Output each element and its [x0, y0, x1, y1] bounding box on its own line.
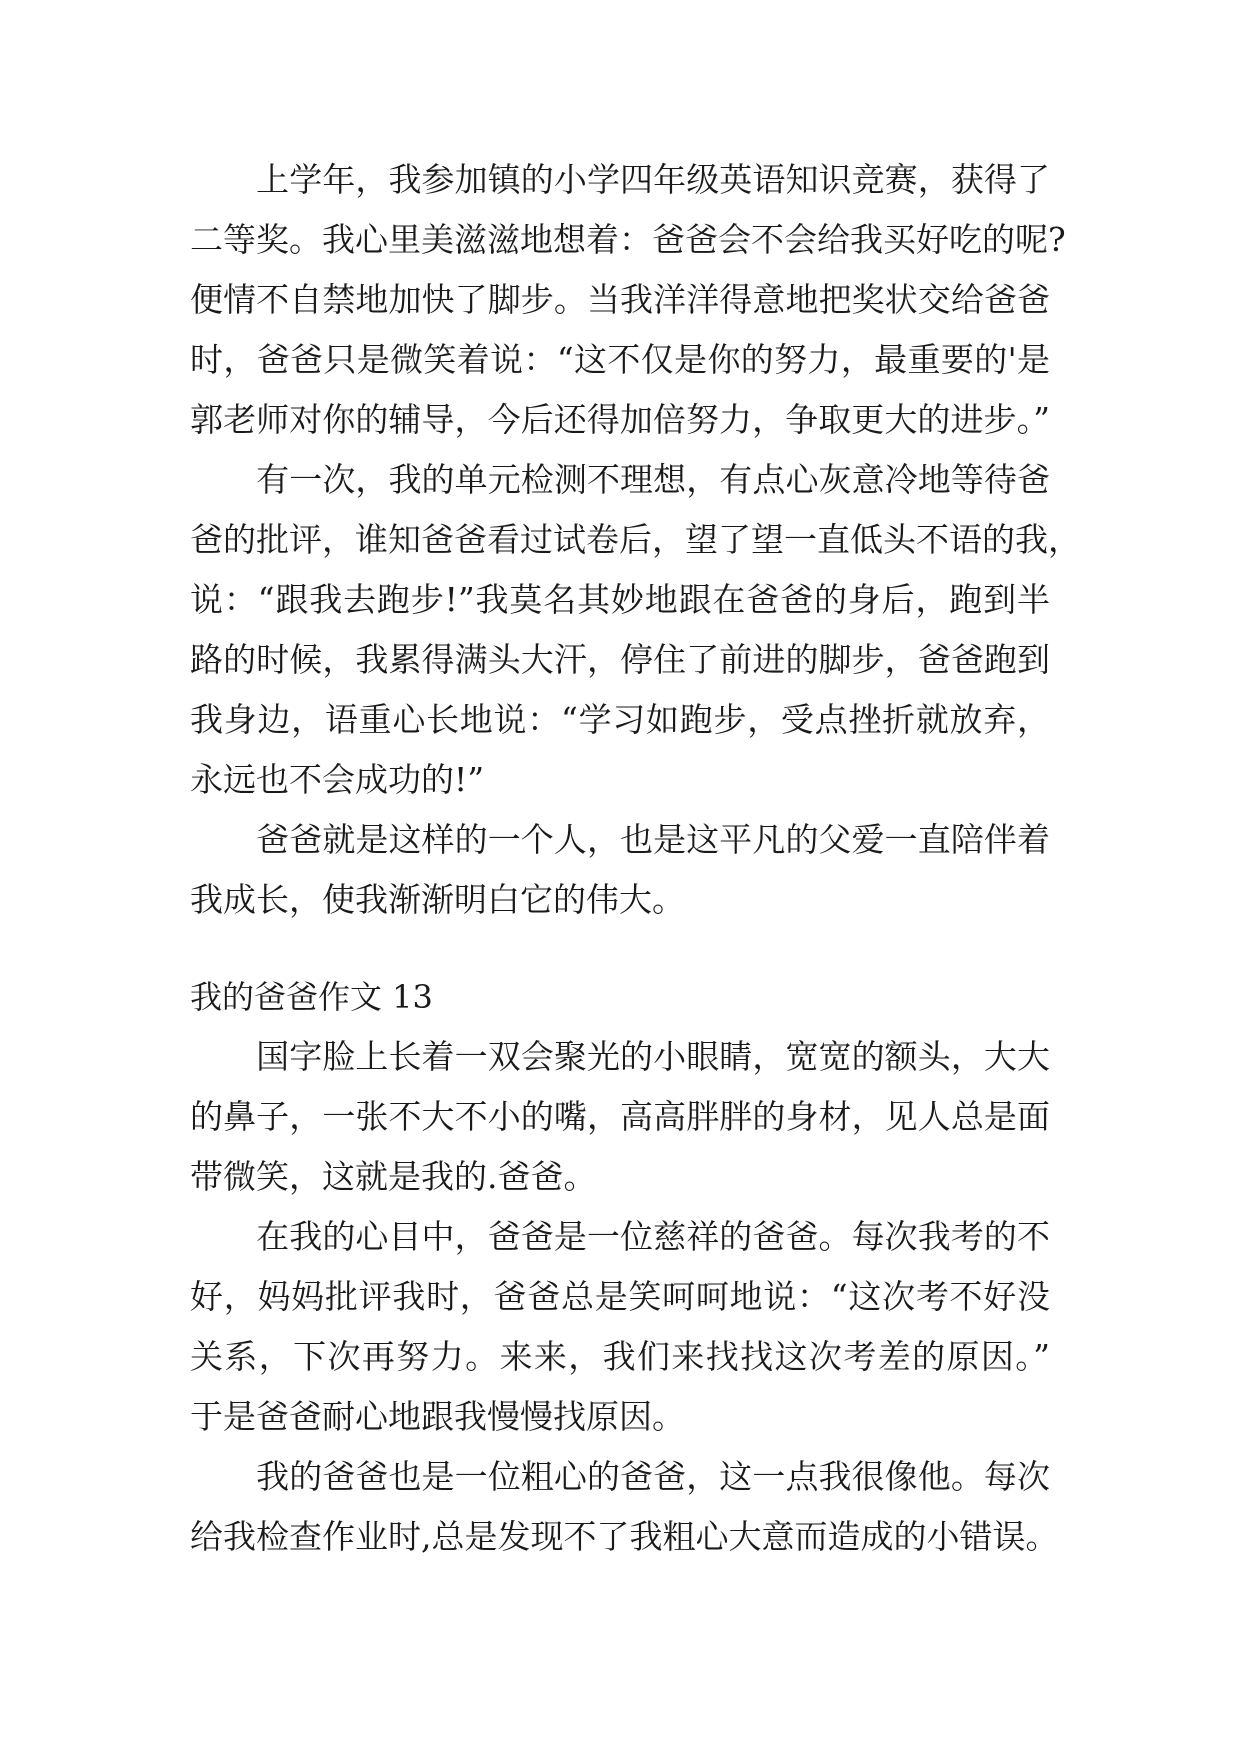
- paragraph-line: 二等奖。我心里美滋滋地想着：爸爸会不会给我买好吃的呢?: [190, 220, 1066, 259]
- paragraph-line: 于是爸爸耐心地跟我慢慢找原因。: [190, 1397, 685, 1436]
- paragraph-line: 郭老师对你的辅导，今后还得加倍努力，争取更大的进步。”: [190, 400, 1050, 439]
- paragraph-line: 给我检查作业时,总是发现不了我粗心大意而造成的小错误。: [190, 1517, 1059, 1556]
- paragraph-line: 爸爸就是这样的一个人，也是这平凡的父爱一直陪伴着: [190, 820, 1050, 859]
- paragraph-line: 我的爸爸也是一位粗心的爸爸，这一点我很像他。每次: [190, 1457, 1050, 1496]
- paragraph-line: 路的时候，我累得满头大汗，停住了前进的脚步，爸爸跑到: [190, 640, 1050, 679]
- paragraph-line: 爸的批评，谁知爸爸看过试卷后，望了望一直低头不语的我，: [190, 520, 1081, 559]
- paragraph-line: 时，爸爸只是微笑着说：“这不仅是你的努力，最重要的'是: [190, 340, 1050, 379]
- paragraph-line: 带微笑，这就是我的.爸爸。: [190, 1157, 597, 1196]
- paragraph-line: 国字脸上长着一双会聚光的小眼睛，宽宽的额头，大大: [190, 1037, 1050, 1076]
- paragraph-line: 的鼻子，一张不大不小的嘴，高高胖胖的身材，见人总是面: [190, 1097, 1050, 1136]
- paragraph-line: 关系，下次再努力。来来，我们来找找这次考差的原因。”: [190, 1337, 1050, 1376]
- section-heading: 我的爸爸作文 13: [190, 978, 433, 1016]
- paragraph-line: 永远也不会成功的!”: [190, 760, 485, 799]
- paragraph-line: 有一次，我的单元检测不理想，有点心灰意冷地等待爸: [190, 460, 1050, 499]
- paragraph-line: 上学年，我参加镇的小学四年级英语知识竞赛，获得了: [190, 160, 1050, 199]
- paragraph-line: 我身边，语重心长地说：“学习如跑步，受点挫折就放弃，: [190, 700, 1050, 739]
- paragraph-line: 便情不自禁地加快了脚步。当我洋洋得意地把奖状交给爸爸: [190, 280, 1050, 319]
- paragraph-line: 我成长，使我渐渐明白它的伟大。: [190, 880, 685, 919]
- paragraph-line: 好，妈妈批评我时，爸爸总是笑呵呵地说：“这次考不好没: [190, 1277, 1050, 1316]
- paragraph-line: 在我的心目中，爸爸是一位慈祥的爸爸。每次我考的不: [190, 1217, 1050, 1256]
- paragraph-line: 说：“跟我去跑步!”我莫名其妙地跟在爸爸的身后，跑到半: [190, 580, 1050, 619]
